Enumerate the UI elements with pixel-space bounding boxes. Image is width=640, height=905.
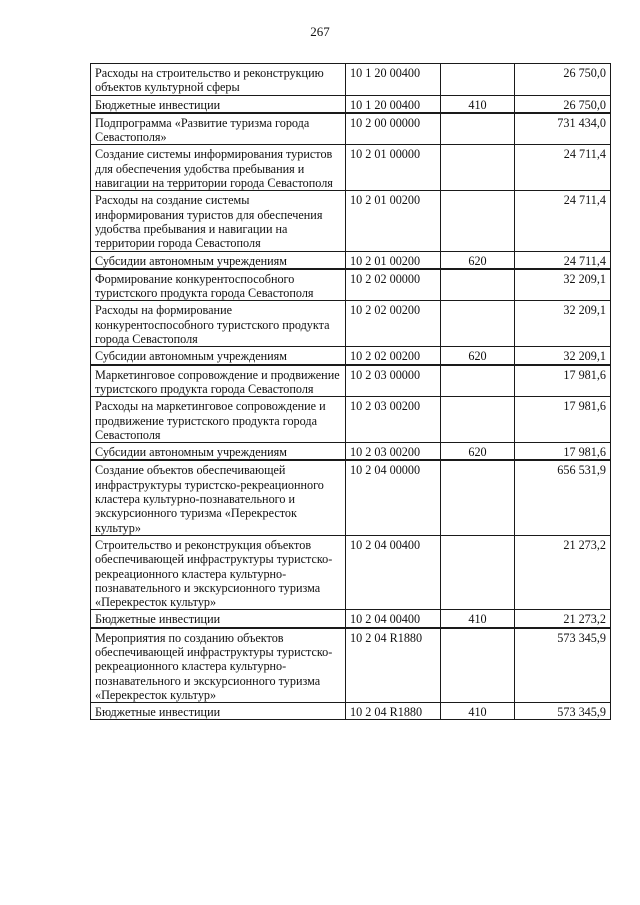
cell-amount: 26 750,0 — [515, 95, 611, 113]
cell-amount: 17 981,6 — [515, 397, 611, 443]
cell-amount: 731 434,0 — [515, 113, 611, 145]
cell-name: Формирование конкурентоспособного туристского продукта города Севастополя — [91, 269, 346, 301]
cell-code: 10 2 02 00200 — [346, 347, 441, 365]
cell-name: Бюджетные инвестиции — [91, 610, 346, 628]
table-row — [91, 191, 611, 251]
table-row — [91, 113, 611, 145]
cell-code: 10 2 03 00000 — [346, 365, 441, 397]
cell-expense-type — [441, 64, 515, 96]
cell-code: 10 2 04 00400 — [346, 535, 441, 609]
cell-name: Расходы на маркетинговое сопровождение и продвижение туристского продукта города Севастополя — [91, 397, 346, 443]
cell-expense-type — [441, 301, 515, 347]
cell-expense-type — [441, 113, 515, 145]
cell-amount: 24 711,4 — [515, 191, 611, 251]
table-row — [91, 397, 611, 443]
table-row — [91, 610, 611, 628]
cell-code: 10 2 04 R1880 — [346, 703, 441, 720]
cell-name: Расходы на строительство и реконструкцию объектов культурной сферы — [91, 64, 346, 96]
cell-expense-type: 620 — [441, 347, 515, 365]
table-row — [91, 269, 611, 301]
cell-name: Создание объектов обеспечивающей инфраструктуры туристско-рекреационного кластера культурно-познавательного и экскурсионного туризма «Перекресток культур» — [91, 460, 346, 535]
cell-code: 10 2 04 R1880 — [346, 628, 441, 703]
cell-code: 10 2 01 00000 — [346, 145, 441, 191]
cell-code: 10 2 00 00000 — [346, 113, 441, 145]
cell-name: Бюджетные инвестиции — [91, 703, 346, 720]
cell-expense-type — [441, 397, 515, 443]
table-row — [91, 64, 611, 96]
cell-name: Создание системы информирования туристов для обеспечения удобства пребывания и навигации на территории города Севастополя — [91, 145, 346, 191]
cell-code: 10 2 01 00200 — [346, 191, 441, 251]
cell-amount: 26 750,0 — [515, 64, 611, 96]
cell-name: Бюджетные инвестиции — [91, 95, 346, 113]
cell-expense-type: 410 — [441, 610, 515, 628]
cell-amount: 573 345,9 — [515, 628, 611, 703]
table-row — [91, 365, 611, 397]
cell-name: Субсидии автономным учреждениям — [91, 251, 346, 269]
cell-name: Расходы на формирование конкурентоспособного туристского продукта города Севастополя — [91, 301, 346, 347]
cell-code: 10 1 20 00400 — [346, 64, 441, 96]
table-row — [91, 301, 611, 347]
cell-name: Строительство и реконструкция объектов обеспечивающей инфраструктуры туристско-рекреационного кластера культурно-познавательного и экскурсионного туризма «Перекресток культур» — [91, 535, 346, 609]
cell-code: 10 2 04 00400 — [346, 610, 441, 628]
cell-expense-type: 410 — [441, 95, 515, 113]
table-row — [91, 443, 611, 461]
budget-table-body — [91, 64, 611, 720]
cell-expense-type — [441, 365, 515, 397]
cell-amount: 24 711,4 — [515, 251, 611, 269]
cell-code: 10 2 03 00200 — [346, 397, 441, 443]
cell-amount: 573 345,9 — [515, 703, 611, 720]
cell-expense-type: 410 — [441, 703, 515, 720]
cell-amount: 32 209,1 — [515, 269, 611, 301]
cell-code: 10 2 02 00000 — [346, 269, 441, 301]
cell-name: Расходы на создание системы информирования туристов для обеспечения удобства пребывания и навигации на территории города Севастополя — [91, 191, 346, 251]
table-row — [91, 251, 611, 269]
cell-code: 10 2 04 00000 — [346, 460, 441, 535]
cell-name: Маркетинговое сопровождение и продвижение туристского продукта города Севастополя — [91, 365, 346, 397]
cell-amount: 17 981,6 — [515, 443, 611, 461]
cell-expense-type — [441, 191, 515, 251]
cell-expense-type: 620 — [441, 443, 515, 461]
table-row — [91, 703, 611, 720]
cell-code: 10 2 03 00200 — [346, 443, 441, 461]
cell-amount: 21 273,2 — [515, 535, 611, 609]
table-row — [91, 628, 611, 703]
cell-code: 10 2 01 00200 — [346, 251, 441, 269]
cell-name: Субсидии автономным учреждениям — [91, 443, 346, 461]
page-number: 267 — [310, 24, 330, 39]
budget-table — [90, 63, 611, 720]
cell-code: 10 2 02 00200 — [346, 301, 441, 347]
table-row — [91, 347, 611, 365]
cell-expense-type: 620 — [441, 251, 515, 269]
table-row — [91, 535, 611, 609]
cell-amount: 21 273,2 — [515, 610, 611, 628]
cell-amount: 32 209,1 — [515, 347, 611, 365]
table-row — [91, 95, 611, 113]
table-row — [91, 145, 611, 191]
cell-code: 10 1 20 00400 — [346, 95, 441, 113]
cell-amount: 17 981,6 — [515, 365, 611, 397]
cell-name: Мероприятия по созданию объектов обеспечивающей инфраструктуры туристско-рекреационного кластера культурно-познавательного и экскурсионного туризма «Перекресток культур» — [91, 628, 346, 703]
cell-expense-type — [441, 269, 515, 301]
cell-expense-type — [441, 535, 515, 609]
cell-amount: 32 209,1 — [515, 301, 611, 347]
cell-expense-type — [441, 460, 515, 535]
table-row — [91, 460, 611, 535]
cell-expense-type — [441, 628, 515, 703]
cell-amount: 656 531,9 — [515, 460, 611, 535]
cell-name: Субсидии автономным учреждениям — [91, 347, 346, 365]
cell-expense-type — [441, 145, 515, 191]
cell-name: Подпрограмма «Развитие туризма города Севастополя» — [91, 113, 346, 145]
cell-amount: 24 711,4 — [515, 145, 611, 191]
